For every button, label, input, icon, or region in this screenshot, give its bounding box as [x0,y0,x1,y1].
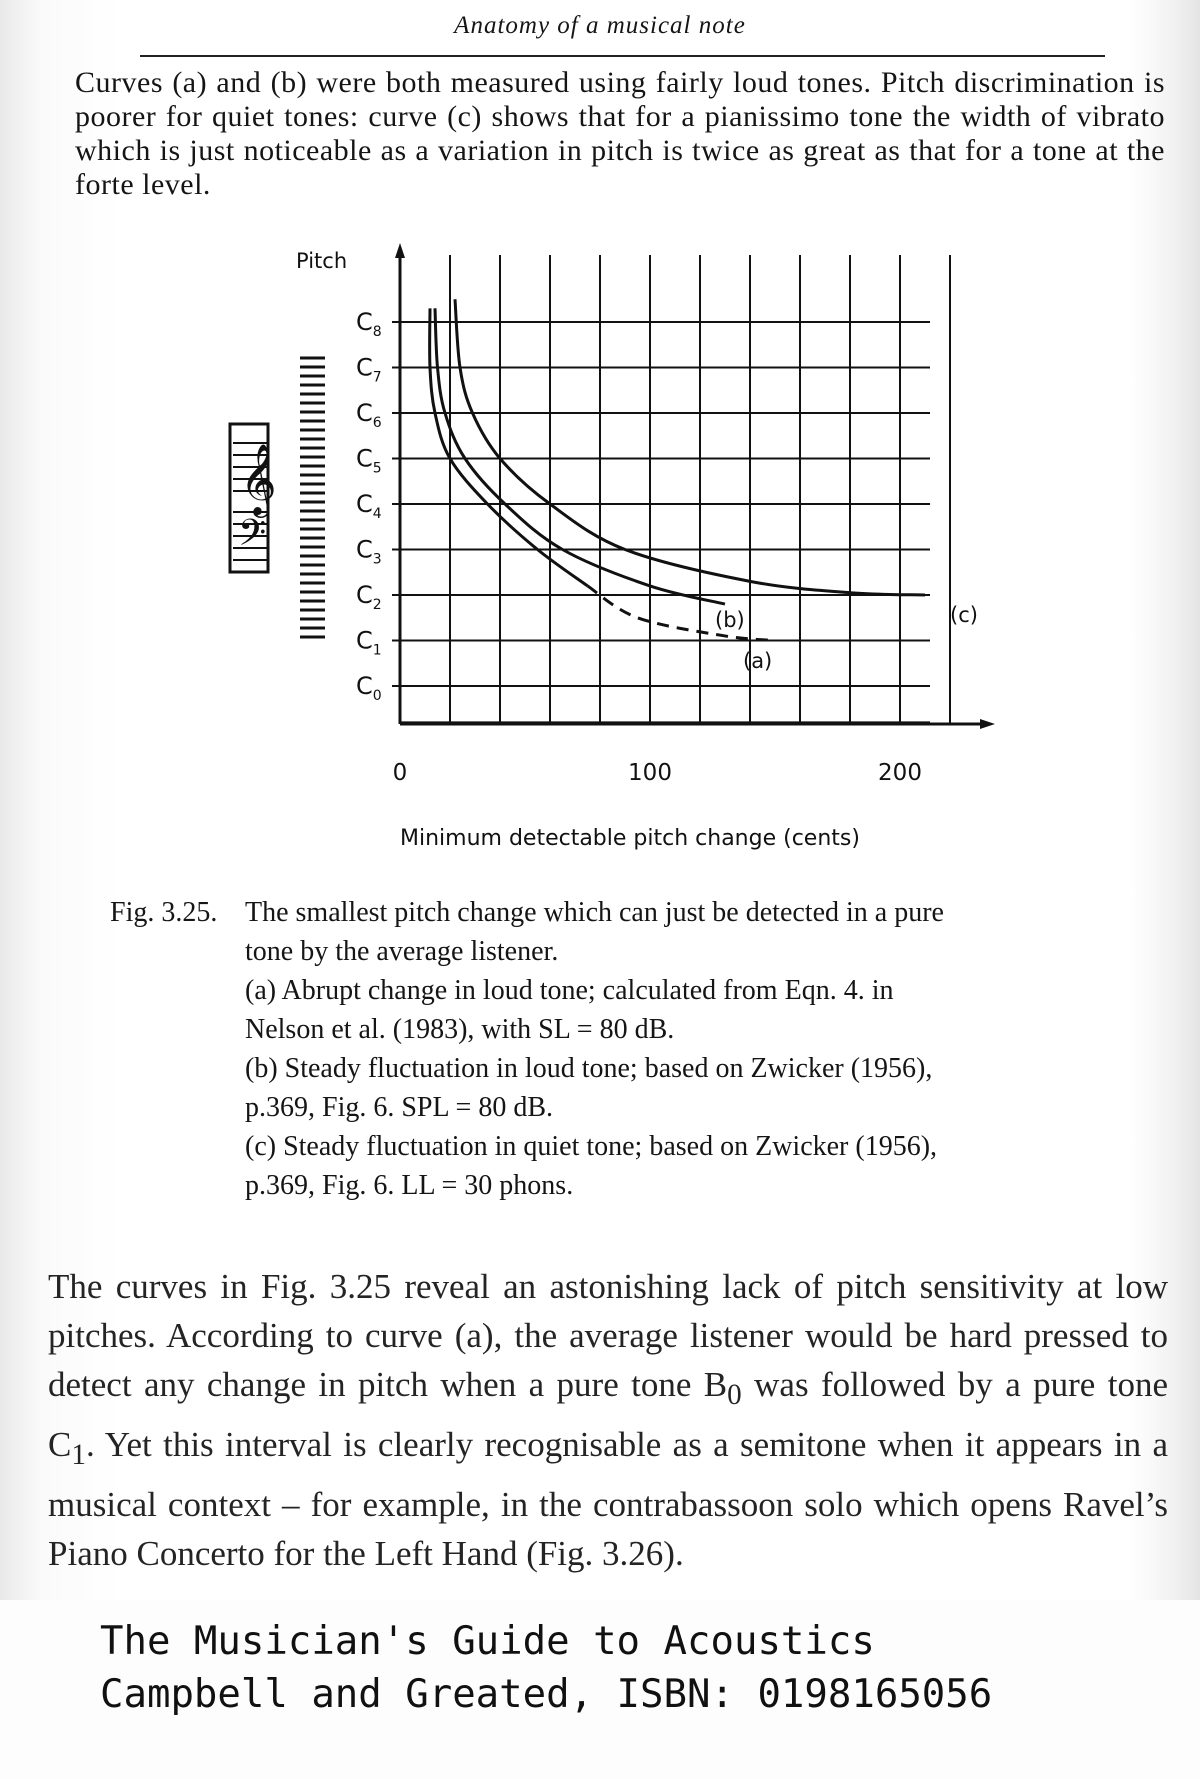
caption-line-3: (a) Abrupt change in loud tone; calculated from Eqn. 4. in [245,975,894,1006]
x-tick-label: 200 [878,760,922,786]
header-rule [140,55,1105,57]
caption-line-4: Nelson et al. (1983), with SL = 80 dB. [245,1014,675,1045]
caption-line-6: p.369, Fig. 6. SPL = 80 dB. [245,1092,554,1123]
treble-clef-icon: 𝄞 [240,442,277,515]
x-tick-labels [393,760,922,786]
y-tick-label: $C_0$ [356,672,382,704]
figure-caption [110,893,1120,1205]
footer-authors: Campbell and Greated, ISBN: 0198165056 [100,1672,993,1717]
curve-a-label: (a) [743,649,773,673]
caption-line-8: p.369, Fig. 6. LL = 30 phons. [245,1170,574,1201]
y-tick-label: $C_2$ [356,581,382,613]
x-tick-label: 100 [628,760,672,786]
y-axis-arrow [395,243,405,258]
x-axis-label: Minimum detectable pitch change (cents) [400,826,860,851]
y-tick-label: $C_4$ [356,490,382,522]
caption-number: Fig. 3.25. [110,897,218,928]
caption-line-1: Fig. 3.25. The smallest pitch change which can just be detected in a pure [110,893,1120,932]
bass-clef-icon: 𝄢 [238,512,267,563]
running-head: Anatomy of a musical note [454,12,746,39]
curve-a-line [430,308,588,586]
body-text: The curves in Fig. 3.25 reveal an astonishing lack of pitch sensitivity at low pitches. According to curve (a), the average listener would be hard pressed to detect any change in pitch when a pure tone $B_0$ was followed by a pure tone $C_1$. Yet this interval is clearly recognisable as a semitone when it appears in a musical context – for example, in the contrabassoon solo which opens Ravel’s Piano Concerto for the Left Hand (Fig. 3.26). [48,1267,1168,1573]
y-tick-label: $C_6$ [356,399,382,431]
x-tick-label: 0 [392,760,408,786]
intro-paragraph [75,66,1165,202]
footer-title: The Musician's Guide to Acoustics [100,1619,875,1664]
body-paragraph [48,1262,1168,1578]
caption-line-5: (b) Steady fluctuation in loud tone; based on Zwicker (1956), [245,1053,933,1084]
curve-b-line [435,308,725,604]
pitch-detection-chart [0,240,1200,860]
curve-b-label: (b) [715,608,745,632]
y-tick-labels [356,308,382,704]
y-tick-label: $C_3$ [356,535,382,568]
pitch-range-strip [300,358,325,637]
y-tick-label: $C_8$ [356,308,382,340]
caption-line-7: (c) Steady fluctuation in quiet tone; based on Zwicker (1956), [245,1131,938,1162]
y-tick-label: $C_7$ [356,353,382,386]
grand-staff [230,424,277,572]
y-axis-label: Pitch [296,249,348,273]
page-header [0,12,1200,40]
curve-c-label: (c) [950,603,978,627]
caption-line-2: tone by the average listener. [245,936,559,967]
intro-text: Curves (a) and (b) were both measured using fairly loud tones. Pitch discrimination is poorer for quiet tones: curve (c) shows that for a pianissimo tone the width of vibrato which is just noticeable as a variation in pitch is twice as great as that for a tone at the forte level. [75,66,1165,201]
source-footer [100,1615,992,1721]
curve-c-line [455,299,925,595]
x-axis-arrow [980,719,995,729]
y-tick-label: $C_1$ [356,626,382,659]
y-tick-label: $C_5$ [356,444,382,477]
